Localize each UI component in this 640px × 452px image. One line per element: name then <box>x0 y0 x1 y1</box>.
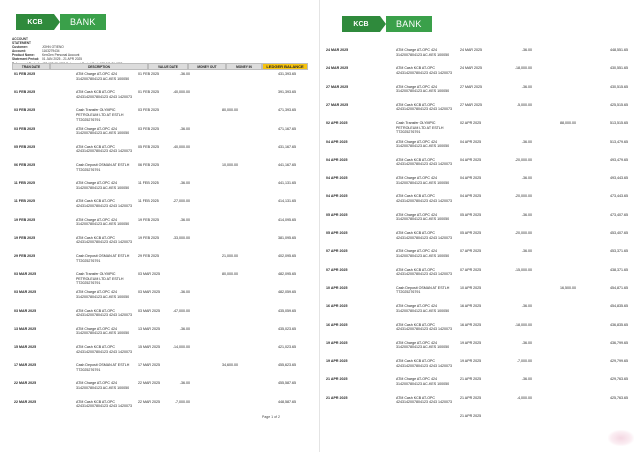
stain-mark <box>608 430 634 446</box>
tran-date: 04 APR 2025 <box>326 139 348 144</box>
description: ATM Cash KCB AT-OPC 4243142007804123 4243 1420073 <box>396 157 452 167</box>
account-info-value: JOHN OTIENO <box>42 45 64 50</box>
ledger-balance: 429,799.65 <box>610 359 628 364</box>
money-out: -36.00 <box>179 217 190 222</box>
money-out: -20,000.00 <box>514 157 532 162</box>
ledger-balance: 453,407.65 <box>610 231 628 235</box>
description: ATM Charge AT-OPC 424 3142007804123 AC-KES 100050 <box>76 326 130 336</box>
ledger-balance: 431,393.65 <box>278 72 296 76</box>
value-date: 27 MAR 2025 <box>460 84 482 89</box>
ledger-balance: 436,799.65 <box>610 340 628 345</box>
money-in: 16,500.00 <box>560 285 576 290</box>
value-date: 05 FEB 2025 <box>138 144 159 149</box>
description: ATM Cash KCB AT-OPC 4243142007804123 4243 1420073 <box>396 395 452 405</box>
value-date: 16 APR 2025 <box>460 304 482 309</box>
column-header: TRAN DATE <box>12 63 50 70</box>
statement-page-2 <box>320 0 640 452</box>
money-out: -47,000.00 <box>172 308 190 313</box>
tran-date: 29 FEB 2025 <box>14 254 36 258</box>
ledger-balance: 455,623.65 <box>278 363 296 368</box>
tran-date: 01 FEB 2025 <box>14 90 36 95</box>
value-date: 04 APR 2025 <box>460 157 482 162</box>
account-info-value: KenGen Personal Account <box>42 53 80 58</box>
description: ATM Charge AT-OPC 424 3142007804123 AC-KES 100050 <box>396 340 450 350</box>
ledger-balance: 454,835.65 <box>610 304 628 309</box>
value-date: 24 MAR 2025 <box>460 48 482 52</box>
tran-date: 11 FEB 2025 <box>14 199 35 204</box>
ledger-balance: 436,835.65 <box>610 322 628 327</box>
value-date: 01 FEB 2025 <box>138 72 159 76</box>
ledger-balance: 431,167.65 <box>278 144 296 149</box>
value-date: 03 FEB 2025 <box>138 126 159 131</box>
description: ATM Charge AT-OPC 424 3142007804123 AC-KES 100050 <box>396 139 450 149</box>
money-out: -7,000.00 <box>174 399 190 404</box>
ledger-balance: 391,393.65 <box>278 90 296 95</box>
description: ATM Cash KCB AT-OPC 4243142007804123 4243 1420073 <box>396 194 452 203</box>
tran-date: 05 APR 2025 <box>326 212 348 217</box>
ledger-balance: 448,587.65 <box>278 399 296 404</box>
description: ATM Charge AT-OPC 424 3142007804123 AC-KES 100050 <box>396 249 450 258</box>
account-info-value: 01 JAN 2025 - 21 APR 2025 <box>42 57 83 62</box>
kcb-logo <box>16 14 106 30</box>
description: Cash Transfer OLYMPIC PETROLEUM LTD AT ESTLH TT2025276791 <box>396 121 444 135</box>
tran-date: 03 MAR 2025 <box>14 308 37 313</box>
value-date: 19 FEB 2025 <box>138 217 159 222</box>
value-date: 01 FEB 2025 <box>138 90 159 95</box>
money-out: -36.00 <box>521 176 532 181</box>
tran-date: 22 MAR 2025 <box>14 381 37 386</box>
description: ATM Charge AT-OPC 424 3142007804123 AC-KES 100050 <box>396 48 450 57</box>
money-out: -18,000.00 <box>514 322 532 327</box>
column-header: MONEY OUT <box>188 63 226 70</box>
ledger-balance: 414,095.65 <box>278 217 296 222</box>
ledger-balance: 482,059.65 <box>278 290 296 295</box>
tran-date: 19 APR 2025 <box>326 359 348 364</box>
ledger-balance: 421,023.65 <box>278 345 296 349</box>
value-date: 21 APR 2025 <box>460 377 482 382</box>
column-header: VALUE DATE <box>148 63 188 70</box>
value-date: 05 APR 2025 <box>460 212 482 217</box>
ledger-balance: 441,131.65 <box>278 181 296 186</box>
description: ATM Cash KCB AT-OPC 4243142007804123 4243 1420073 <box>396 66 452 75</box>
page-number: Page 1 of 2 <box>262 415 280 419</box>
tran-date: 19 FEB 2025 <box>14 217 36 222</box>
value-date: 19 APR 2025 <box>460 359 482 364</box>
ledger-balance: 471,393.65 <box>278 108 296 113</box>
tran-date: 01 FEB 2025 <box>14 72 36 76</box>
ledger-balance: 455,587.65 <box>278 381 296 386</box>
account-info-key: Account: <box>12 49 26 54</box>
tran-date: 03 MAR 2025 <box>14 272 37 277</box>
money-out: -36.00 <box>521 304 532 309</box>
ledger-balance: 493,443.65 <box>610 176 628 181</box>
money-out: -36.00 <box>179 72 190 76</box>
description: ATM Charge AT-OPC 424 3142007804123 AC-KES 100050 <box>396 304 450 313</box>
value-date: 07 APR 2025 <box>460 267 482 272</box>
description: ATM Cash KCB AT-OPC 4243142007804123 4243 1420073 <box>76 144 132 154</box>
value-date: 03 MAR 2025 <box>138 290 160 295</box>
description: ATM Cash KCB AT-OPC 4243142007804123 4243 1420073 <box>396 102 452 112</box>
kcb-logo-mark: KCB <box>342 16 380 32</box>
value-date: 04 APR 2025 <box>460 139 482 144</box>
description: Cash Deposit OSMAN AT ESTLH TT2025276791 <box>76 163 130 172</box>
description: ATM Cash KCB AT-OPC 4243142007804123 4243 1420073 <box>76 399 132 409</box>
account-info-value: 1163279434 <box>42 49 60 54</box>
description: ATM Charge AT-OPC 424 3142007804123 AC-KES 100050 <box>76 72 130 81</box>
money-out: -14,000.00 <box>172 345 190 349</box>
value-date: 22 MAR 2025 <box>138 381 160 386</box>
tran-date: 21 APR 2025 <box>326 377 348 382</box>
column-header: MONEY IN <box>226 63 262 70</box>
money-out: -33,000.00 <box>172 235 190 240</box>
description: ATM Charge AT-OPC 424 3142007804123 AC-KES 100050 <box>396 84 450 94</box>
tran-date: 11 FEB 2025 <box>14 181 35 186</box>
money-in: 34,600.00 <box>222 363 238 368</box>
ledger-balance: 513,515.65 <box>610 121 628 126</box>
tran-date: 17 MAR 2025 <box>14 363 37 368</box>
kcb-logo-word: BANK <box>386 16 432 32</box>
kcb-logo <box>342 16 432 32</box>
ledger-balance: 429,763.65 <box>610 377 628 382</box>
tran-date: 07 APR 2025 <box>326 267 348 272</box>
money-out: -4,000.00 <box>516 395 532 400</box>
description: Cash Transfer OLYMPIC PETROLEUM LTD AT ESTLH TT2025276791 <box>76 272 124 286</box>
column-header: LEDGER BALANCE <box>262 63 308 70</box>
value-date: 03 FEB 2025 <box>138 108 159 113</box>
money-out: -36.00 <box>179 381 190 386</box>
tran-date: 02 APR 2025 <box>326 121 348 126</box>
tran-date: 15 MAR 2025 <box>14 345 37 349</box>
money-out: -20,000.00 <box>514 231 532 235</box>
value-date: 24 MAR 2025 <box>460 66 482 71</box>
value-date: 27 MAR 2025 <box>460 102 482 107</box>
ledger-balance: 441,167.65 <box>278 163 296 167</box>
tran-date: 24 MAR 2025 <box>326 66 349 71</box>
money-out: -36.00 <box>521 48 532 52</box>
ledger-balance: 425,763.65 <box>610 395 628 400</box>
money-out: -40,000.00 <box>172 144 190 149</box>
description: ATM Charge AT-OPC 424 3142007804123 AC-KES 100050 <box>396 377 450 386</box>
description: ATM Charge AT-OPC 424 3142007804123 AC-KES 100050 <box>76 290 130 299</box>
description: ATM Cash KCB AT-OPC 4243142007804123 4243 1420073 <box>76 345 132 354</box>
ledger-balance: 473,407.65 <box>610 212 628 217</box>
value-date: 21 APR 2025 <box>460 414 482 418</box>
tran-date: 24 MAR 2025 <box>326 48 349 52</box>
tran-date: 03 FEB 2025 <box>14 126 36 131</box>
tran-date: 05 APR 2025 <box>326 231 348 235</box>
ledger-balance: 438,371.65 <box>610 267 628 272</box>
ledger-balance: 402,095.65 <box>278 254 296 258</box>
money-out: -36.00 <box>521 377 532 382</box>
description: Cash Deposit OSMAN AT ESTLH TT2025276791 <box>76 254 130 263</box>
tran-date: 16 APR 2025 <box>326 322 348 327</box>
description: ATM Cash KCB AT-OPC 4243142007804123 4243 1420073 <box>76 90 132 99</box>
money-out: -5,000.00 <box>516 102 532 107</box>
description: ATM Cash KCB AT-OPC 4243142007804123 4243 1420073 <box>396 322 452 332</box>
money-out: -36.00 <box>521 212 532 217</box>
tran-date: 05 FEB 2025 <box>14 144 36 149</box>
account-info-row <box>12 37 122 45</box>
money-out: -36.00 <box>521 84 532 89</box>
money-in: 10,000.00 <box>222 163 238 167</box>
money-out: -18,000.00 <box>514 66 532 71</box>
description: Cash Deposit OSMAN AT ESTLH TT2025276791 <box>396 285 450 295</box>
tran-date: 04 APR 2025 <box>326 194 348 199</box>
description: ATM Charge AT-OPC 424 3142007804123 AC-KES 100050 <box>396 176 450 185</box>
ledger-balance: 435,059.65 <box>278 308 296 313</box>
value-date: 11 FEB 2025 <box>138 181 159 186</box>
value-date: 19 APR 2025 <box>460 340 482 345</box>
ledger-balance: 482,095.65 <box>278 272 296 277</box>
ledger-balance: 473,443.65 <box>610 194 628 199</box>
tran-date: 19 APR 2025 <box>326 340 348 345</box>
ledger-balance: 471,167.65 <box>278 126 296 131</box>
value-date: 10 APR 2025 <box>460 285 482 290</box>
money-out: -20,000.00 <box>514 194 532 199</box>
column-header: DESCRIPTION <box>50 63 148 70</box>
money-in: 21,000.00 <box>222 254 238 258</box>
money-out: -40,000.00 <box>172 90 190 95</box>
ledger-balance: 425,515.65 <box>610 102 628 107</box>
ledger-balance: 454,871.65 <box>610 285 628 290</box>
value-date: 04 APR 2025 <box>460 176 482 181</box>
money-in: 80,000.00 <box>222 272 238 277</box>
money-out: -36.00 <box>179 126 190 131</box>
money-out: -36.00 <box>521 139 532 144</box>
account-info-key: Statement Period: <box>12 57 40 62</box>
ledger-balance: 430,515.65 <box>610 84 628 89</box>
ledger-balance: 453,371.65 <box>610 249 628 254</box>
tran-date: 22 MAR 2025 <box>14 399 37 404</box>
tran-date: 27 MAR 2025 <box>326 102 349 107</box>
account-info-key: Customer: <box>12 45 28 50</box>
tran-date: 06 FEB 2025 <box>14 163 36 167</box>
value-date: 29 FEB 2025 <box>138 254 159 258</box>
description: ATM Charge AT-OPC 424 3142007804123 AC-KES 100050 <box>76 181 130 190</box>
kcb-logo-word: BANK <box>60 14 106 30</box>
ledger-balance: 513,479.65 <box>610 139 628 144</box>
money-in: 80,000.00 <box>222 108 238 113</box>
tran-date: 13 MAR 2025 <box>14 326 37 331</box>
description: Cash Transfer OLYMPIC PETROLEUM LTD AT ESTLH TT2025276791 <box>76 108 124 122</box>
ledger-balance: 430,551.65 <box>610 66 628 71</box>
money-out: -36.00 <box>179 326 190 331</box>
description: Cash Deposit OSMAN AT ESTLH TT2025276791 <box>76 363 130 372</box>
value-date: 21 APR 2025 <box>460 395 482 400</box>
value-date: 05 APR 2025 <box>460 231 482 235</box>
ledger-balance: 381,095.65 <box>278 235 296 240</box>
money-in: 88,000.00 <box>560 121 576 126</box>
money-out: -36.00 <box>521 340 532 345</box>
tran-date: 03 FEB 2025 <box>14 108 36 113</box>
description: ATM Cash KCB AT-OPC 4243142007804123 4243 1420073 <box>76 199 132 208</box>
value-date: 07 APR 2025 <box>460 249 482 254</box>
description: ATM Cash KCB AT-OPC 4243142007804123 4243 1420073 <box>76 308 132 318</box>
money-out: -15,000.00 <box>514 267 532 272</box>
description: ATM Charge AT-OPC 424 3142007804123 AC-KES 100050 <box>76 217 130 227</box>
value-date: 19 FEB 2025 <box>138 235 159 240</box>
money-out: -36.00 <box>521 249 532 254</box>
value-date: 15 MAR 2025 <box>138 345 160 349</box>
description: ATM Cash KCB AT-OPC 4243142007804123 4243 1420073 <box>396 359 452 368</box>
value-date: 22 MAR 2025 <box>138 399 160 404</box>
description: ATM Cash KCB AT-OPC 4243142007804123 4243 1420073 <box>76 235 132 245</box>
table-header <box>12 63 308 70</box>
money-out: -36.00 <box>179 181 190 186</box>
description: ATM Cash KCB AT-OPC 4243142007804123 4243 1420073 <box>396 231 452 240</box>
tran-date: 07 APR 2025 <box>326 249 348 254</box>
description: ATM Cash KCB AT-OPC 4243142007804123 4243 1420073 <box>396 267 452 277</box>
ledger-balance: 493,479.65 <box>610 157 628 162</box>
value-date: 16 APR 2025 <box>460 322 482 327</box>
value-date: 11 FEB 2025 <box>138 199 159 204</box>
description: ATM Charge AT-OPC 424 3142007804123 AC-KES 100050 <box>76 126 130 136</box>
tran-date: 19 FEB 2025 <box>14 235 36 240</box>
kcb-logo-mark: KCB <box>16 14 54 30</box>
value-date: 04 APR 2025 <box>460 194 482 199</box>
value-date: 03 MAR 2025 <box>138 308 160 313</box>
tran-date: 04 APR 2025 <box>326 157 348 162</box>
tran-date: 10 APR 2025 <box>326 285 348 290</box>
ledger-balance: 414,131.65 <box>278 199 296 204</box>
tran-date: 04 APR 2025 <box>326 176 348 181</box>
value-date: 06 FEB 2025 <box>138 163 159 167</box>
account-info-key: Product Name: <box>12 53 35 58</box>
value-date: 13 MAR 2025 <box>138 326 160 331</box>
tran-date: 21 APR 2025 <box>326 395 348 400</box>
value-date: 17 MAR 2025 <box>138 363 160 368</box>
money-out: -36.00 <box>179 290 190 295</box>
description: ATM Charge AT-OPC 424 3142007804123 AC-KES 100050 <box>396 212 450 222</box>
ledger-balance: 448,551.65 <box>610 48 628 52</box>
account-info-key: ACCOUNT STATEMENT <box>12 37 32 46</box>
description: ATM Charge AT-OPC 424 3142007804123 AC-KES 100050 <box>76 381 130 390</box>
tran-date: 27 MAR 2025 <box>326 84 349 89</box>
money-out: -27,000.00 <box>172 199 190 204</box>
tran-date: 03 MAR 2025 <box>14 290 37 295</box>
ledger-balance: 435,023.65 <box>278 326 296 331</box>
tran-date: 16 APR 2025 <box>326 304 348 309</box>
money-out: -7,000.00 <box>516 359 532 364</box>
value-date: 03 MAR 2025 <box>138 272 160 277</box>
value-date: 02 APR 2025 <box>460 121 482 126</box>
